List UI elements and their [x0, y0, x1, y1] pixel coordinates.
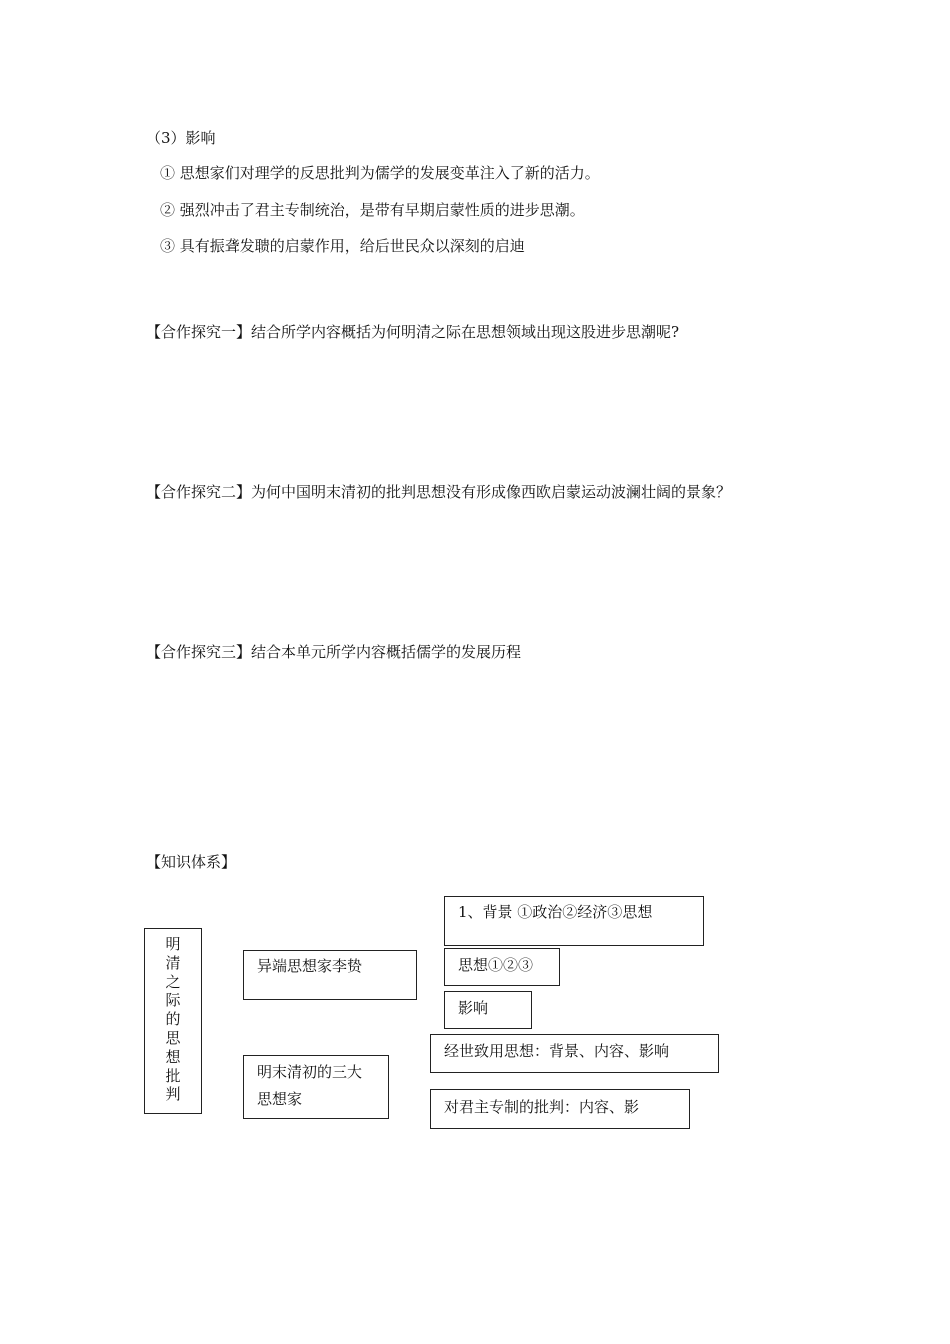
three-masters-line1: 明末清初的三大 — [257, 1063, 363, 1081]
impact-item-3: ③ 具有振聋发聩的启蒙作用，给后世民众以深刻的启迪 — [160, 237, 525, 255]
thought-label: 思想①②③ — [458, 956, 534, 974]
practical-label: 经世致用思想：背景、内容、影响 — [444, 1042, 670, 1060]
root-box — [144, 928, 202, 1114]
influence-box — [444, 991, 532, 1029]
three-masters-box — [243, 1055, 389, 1119]
impact-item-1: ① 思想家们对理学的反思批判为儒学的发展变革注入了新的活力。 — [160, 164, 600, 182]
practical-box — [430, 1034, 719, 1073]
heretic-label: 异端思想家李贽 — [257, 957, 363, 975]
impact-item-2: ② 强烈冲击了君主专制统治，是带有早期启蒙性质的进步思潮。 — [160, 201, 585, 219]
knowledge-heading: 【知识体系】 — [146, 853, 237, 871]
heretic-box — [243, 950, 417, 1000]
background-box — [444, 896, 704, 946]
inquiry-three: 【合作探究三】结合本单元所学内容概括儒学的发展历程 — [146, 643, 522, 661]
impact-heading: （3）影响 — [146, 129, 216, 147]
thought-box — [444, 948, 560, 986]
three-masters-line2: 思想家 — [257, 1090, 303, 1108]
critique-box — [430, 1089, 690, 1129]
root-label: 明 清 之 际 的 思 想 批 判 — [165, 935, 181, 1104]
inquiry-two: 【合作探究二】为何中国明末清初的批判思想没有形成像西欧启蒙运动波澜壮阔的景象？ — [146, 483, 732, 501]
background-label: 1、背景 ①政治②经济③思想 — [458, 903, 653, 921]
critique-label: 对君主专制的批判：内容、影 — [444, 1098, 640, 1116]
influence-label: 影响 — [458, 999, 489, 1017]
inquiry-one: 【合作探究一】结合所学内容概括为何明清之际在思想领域出现这股进步思潮呢? — [146, 323, 680, 341]
